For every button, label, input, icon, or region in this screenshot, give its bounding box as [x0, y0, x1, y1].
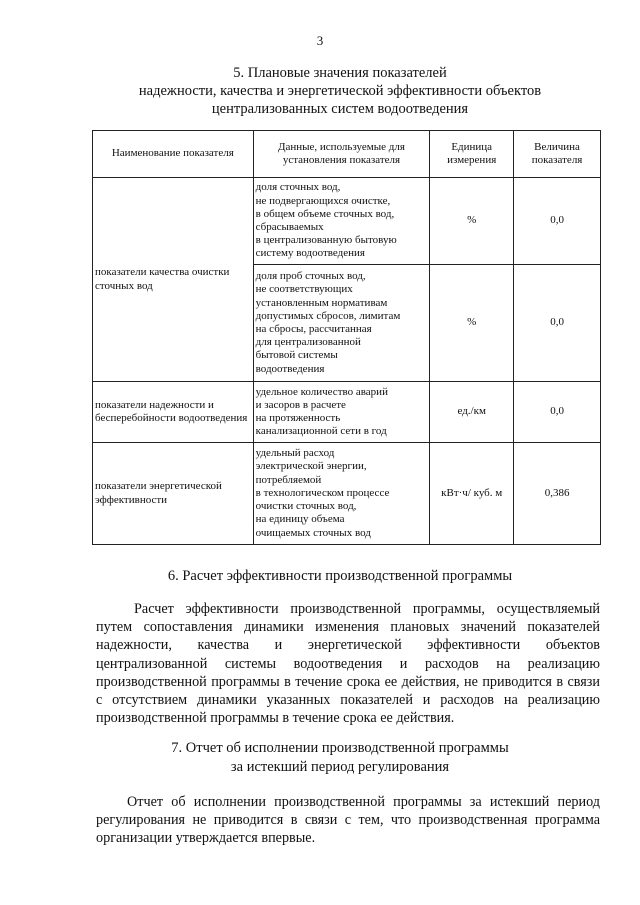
indicator-data-cell — [253, 265, 430, 382]
indicator-data-text: удельное количество аварий и засоров в расчете на протяженность канализационной сети в год — [255, 385, 388, 438]
section-6-title: 6. Расчет эффективности производственной программы — [167, 568, 513, 584]
indicator-name-cell: показатели надежности и бесперебойности водоотведения — [93, 382, 254, 443]
indicator-data-text: доля сточных вод, не подвергающихся очистке, в общем объеме сточных вод, сбрасываемых в централизованную бытовую систему водоотведения — [255, 181, 397, 260]
value-cell: 0,0 — [514, 265, 601, 382]
header-indicator-name: Наименование показателя — [93, 131, 254, 178]
indicator-data-cell — [253, 178, 430, 265]
section-5-title-line: надежности, качества и энергетической эффективности объектов — [138, 83, 542, 99]
unit-cell: кВт·ч/ куб. м — [430, 443, 514, 545]
table-row — [93, 443, 601, 545]
indicator-data-text: удельный расход электрической энергии, потребляемой в технологическом процессе очистки сточных вод, на единицу объема очищаемых сточных вод — [255, 447, 390, 539]
header-indicator-data: Данные, используемые для установления показателя — [253, 131, 430, 178]
unit-cell: % — [430, 178, 514, 265]
value-cell: 0,0 — [514, 178, 601, 265]
indicator-name-cell: показатели энергетической эффективности — [93, 443, 254, 545]
indicator-data-cell — [253, 382, 430, 443]
table-row — [93, 178, 601, 265]
indicator-data-cell — [253, 443, 430, 545]
unit-cell: ед./км — [430, 382, 514, 443]
indicators-table — [92, 130, 601, 545]
page-number: 3 — [316, 33, 324, 48]
table-row — [93, 382, 601, 443]
value-cell: 0,386 — [514, 443, 601, 545]
section-7-title-line: 7. Отчет об исполнении производственной программы — [171, 740, 509, 756]
indicator-data-text: доля проб сточных вод, не соответствующих установленным нормативам допустимых сбросов, лимитам на сбросы, рассчитанная для централизованной бытовой системы водоотведения — [255, 270, 401, 375]
section-6-paragraph: Расчет эффективности производственной программы, осуществляемый путем сопоставления динамики изменения плановых значений показателей надежности, качества и энергетической эффективности объектов централизованной системы водоотведения и расходов на реализацию производственной программы в течение срока ее действия, не приводится в связи с отсутствием динамики указанных показателей и расходов на реализацию производственной программы в течение срока ее действия. — [96, 601, 600, 727]
section-7-paragraph: Отчет об исполнении производственной программы за истекший период регулирования не приводится в связи с тем, что производственная программа организации утверждается впервые. — [96, 794, 600, 847]
unit-cell: % — [430, 265, 514, 382]
section-5-title — [60, 64, 620, 118]
header-value: Величина показателя — [514, 131, 601, 178]
section-7-title-line: за истекший период регулирования — [230, 759, 450, 775]
section-5-title-line: 5. Плановые значения показателей — [233, 65, 447, 81]
value-cell: 0,0 — [514, 382, 601, 443]
section-7-title — [60, 739, 620, 777]
indicator-name-cell: показатели качества очистки сточных вод — [93, 178, 254, 382]
header-unit: Единица измерения — [430, 131, 514, 178]
table-header-row — [93, 131, 601, 178]
section-5-title-line: централизованных систем водоотведения — [211, 101, 469, 117]
